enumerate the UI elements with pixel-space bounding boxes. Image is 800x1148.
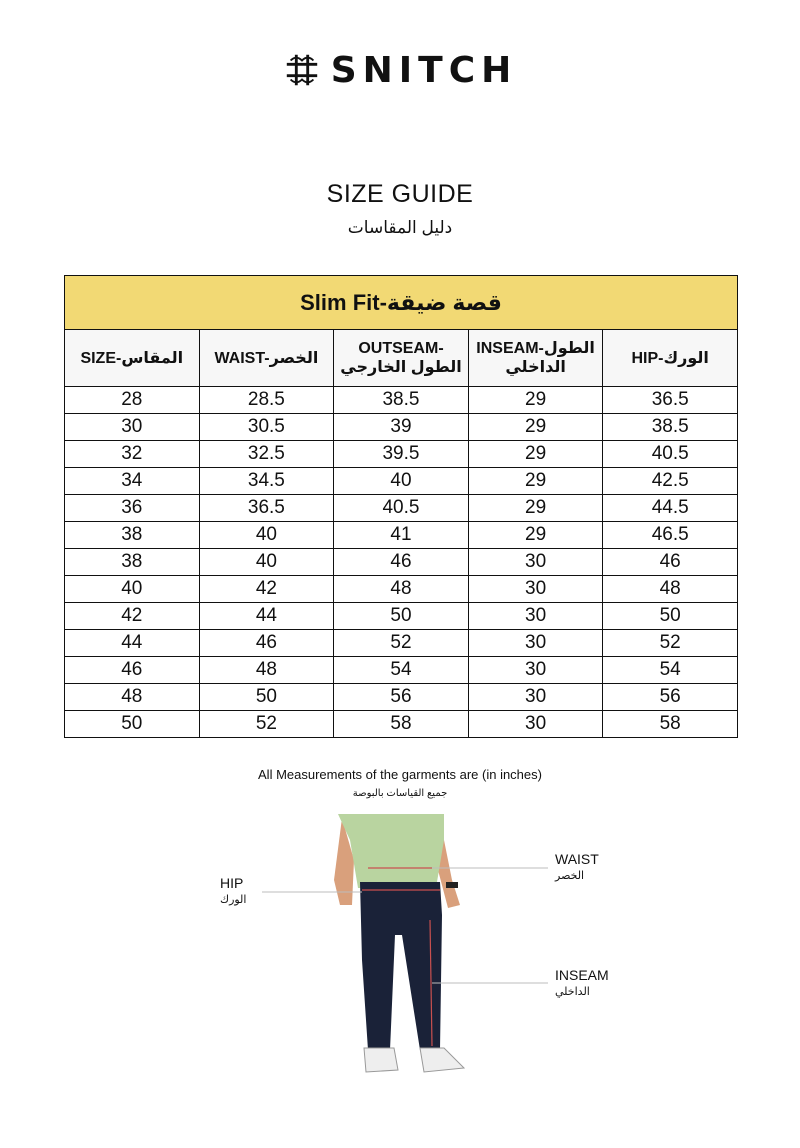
cell-waist: 30.5 xyxy=(199,414,334,441)
measurement-note: All Measurements of the garments are (in inches) xyxy=(258,767,542,782)
table-row xyxy=(65,495,738,522)
cell-hip: 38.5 xyxy=(603,414,738,441)
cell-waist: 36.5 xyxy=(199,495,334,522)
cell-waist: 52 xyxy=(199,711,334,738)
cell-hip: 46.5 xyxy=(603,522,738,549)
cell-size: 42 xyxy=(65,603,200,630)
cell-outseam: 48 xyxy=(334,576,469,603)
cell-hip: 40.5 xyxy=(603,441,738,468)
cell-inseam: 30 xyxy=(468,549,603,576)
table-row xyxy=(65,387,738,414)
measurement-note-arabic: جميع القياسات بالبوصة xyxy=(352,788,448,799)
cell-inseam: 29 xyxy=(468,522,603,549)
cell-inseam: 29 xyxy=(468,387,603,414)
table-row xyxy=(65,549,738,576)
table-row xyxy=(65,522,738,549)
cell-inseam: 30 xyxy=(468,711,603,738)
table-row xyxy=(65,414,738,441)
table-row xyxy=(65,603,738,630)
table-row xyxy=(65,657,738,684)
cell-waist: 46 xyxy=(199,630,334,657)
cell-waist: 50 xyxy=(199,684,334,711)
cell-outseam: 39.5 xyxy=(334,441,469,468)
cell-outseam: 54 xyxy=(334,657,469,684)
hip-label-arabic: الورك xyxy=(220,894,247,906)
cell-outseam: 40 xyxy=(334,468,469,495)
cell-inseam: 30 xyxy=(468,576,603,603)
cell-size: 38 xyxy=(65,522,200,549)
watch-icon xyxy=(446,882,458,888)
cell-inseam: 30 xyxy=(468,630,603,657)
cell-waist: 40 xyxy=(199,522,334,549)
cell-hip: 58 xyxy=(603,711,738,738)
inseam-measure-line xyxy=(430,920,432,1046)
cell-size: 34 xyxy=(65,468,200,495)
fit-title: Slim Fit-قصة ضيقة xyxy=(65,276,738,330)
page-subtitle-arabic: دليل المقاسات xyxy=(347,218,453,237)
cell-outseam: 58 xyxy=(334,711,469,738)
model-right-shoe xyxy=(420,1048,464,1072)
column-header-inseam: INSEAM-الطول الداخلي xyxy=(468,330,603,387)
waist-label: WAIST xyxy=(555,851,599,867)
cell-size: 46 xyxy=(65,657,200,684)
table-row xyxy=(65,468,738,495)
cell-hip: 48 xyxy=(603,576,738,603)
cell-inseam: 29 xyxy=(468,414,603,441)
column-header-outseam: OUTSEAM- الطول الخارجي xyxy=(334,330,469,387)
table-row xyxy=(65,684,738,711)
cell-waist: 32.5 xyxy=(199,441,334,468)
cell-waist: 44 xyxy=(199,603,334,630)
model-left-shoe xyxy=(364,1048,398,1072)
cell-outseam: 50 xyxy=(334,603,469,630)
table-row xyxy=(65,576,738,603)
cell-size: 44 xyxy=(65,630,200,657)
cell-waist: 48 xyxy=(199,657,334,684)
cell-waist: 34.5 xyxy=(199,468,334,495)
waist-label-arabic: الخصر xyxy=(555,870,585,882)
hip-label: HIP xyxy=(220,875,244,891)
cell-inseam: 30 xyxy=(468,684,603,711)
table-row xyxy=(65,711,738,738)
cell-hip: 56 xyxy=(603,684,738,711)
brand-header xyxy=(0,48,800,92)
cell-outseam: 46 xyxy=(334,549,469,576)
model-left-arm xyxy=(334,818,354,905)
model-pants xyxy=(360,882,442,1050)
model-right-arm xyxy=(438,820,460,908)
cell-inseam: 30 xyxy=(468,603,603,630)
cell-size: 48 xyxy=(65,684,200,711)
cell-hip: 44.5 xyxy=(603,495,738,522)
cell-hip: 46 xyxy=(603,549,738,576)
model-shirt xyxy=(338,814,444,888)
cell-hip: 54 xyxy=(603,657,738,684)
cell-outseam: 39 xyxy=(334,414,469,441)
cell-size: 30 xyxy=(65,414,200,441)
page-title: SIZE GUIDE xyxy=(326,180,474,208)
cell-hip: 36.5 xyxy=(603,387,738,414)
cell-outseam: 52 xyxy=(334,630,469,657)
cell-hip: 50 xyxy=(603,603,738,630)
cell-size: 38 xyxy=(65,549,200,576)
size-chart-table xyxy=(64,275,738,738)
cell-waist: 40 xyxy=(199,549,334,576)
cell-outseam: 40.5 xyxy=(334,495,469,522)
cell-inseam: 30 xyxy=(468,657,603,684)
hash-grid-logo-icon xyxy=(283,51,321,89)
brand-name: SNITCH xyxy=(330,49,518,91)
cell-waist: 28.5 xyxy=(199,387,334,414)
cell-outseam: 56 xyxy=(334,684,469,711)
cell-outseam: 41 xyxy=(334,522,469,549)
cell-inseam: 29 xyxy=(468,468,603,495)
inseam-label: INSEAM xyxy=(555,967,609,983)
cell-size: 28 xyxy=(65,387,200,414)
table-row xyxy=(65,441,738,468)
cell-size: 50 xyxy=(65,711,200,738)
cell-size: 40 xyxy=(65,576,200,603)
column-header-waist: WAIST-الخصر xyxy=(199,330,334,387)
cell-waist: 42 xyxy=(199,576,334,603)
cell-size: 32 xyxy=(65,441,200,468)
inseam-label-arabic: الداخلي xyxy=(555,986,590,998)
column-header-size: SIZE-المقاس xyxy=(65,330,200,387)
cell-hip: 52 xyxy=(603,630,738,657)
cell-inseam: 29 xyxy=(468,441,603,468)
column-header-hip: HIP-الورك xyxy=(603,330,738,387)
cell-hip: 42.5 xyxy=(603,468,738,495)
cell-size: 36 xyxy=(65,495,200,522)
cell-outseam: 38.5 xyxy=(334,387,469,414)
cell-inseam: 29 xyxy=(468,495,603,522)
table-row xyxy=(65,630,738,657)
table-body xyxy=(65,387,738,738)
